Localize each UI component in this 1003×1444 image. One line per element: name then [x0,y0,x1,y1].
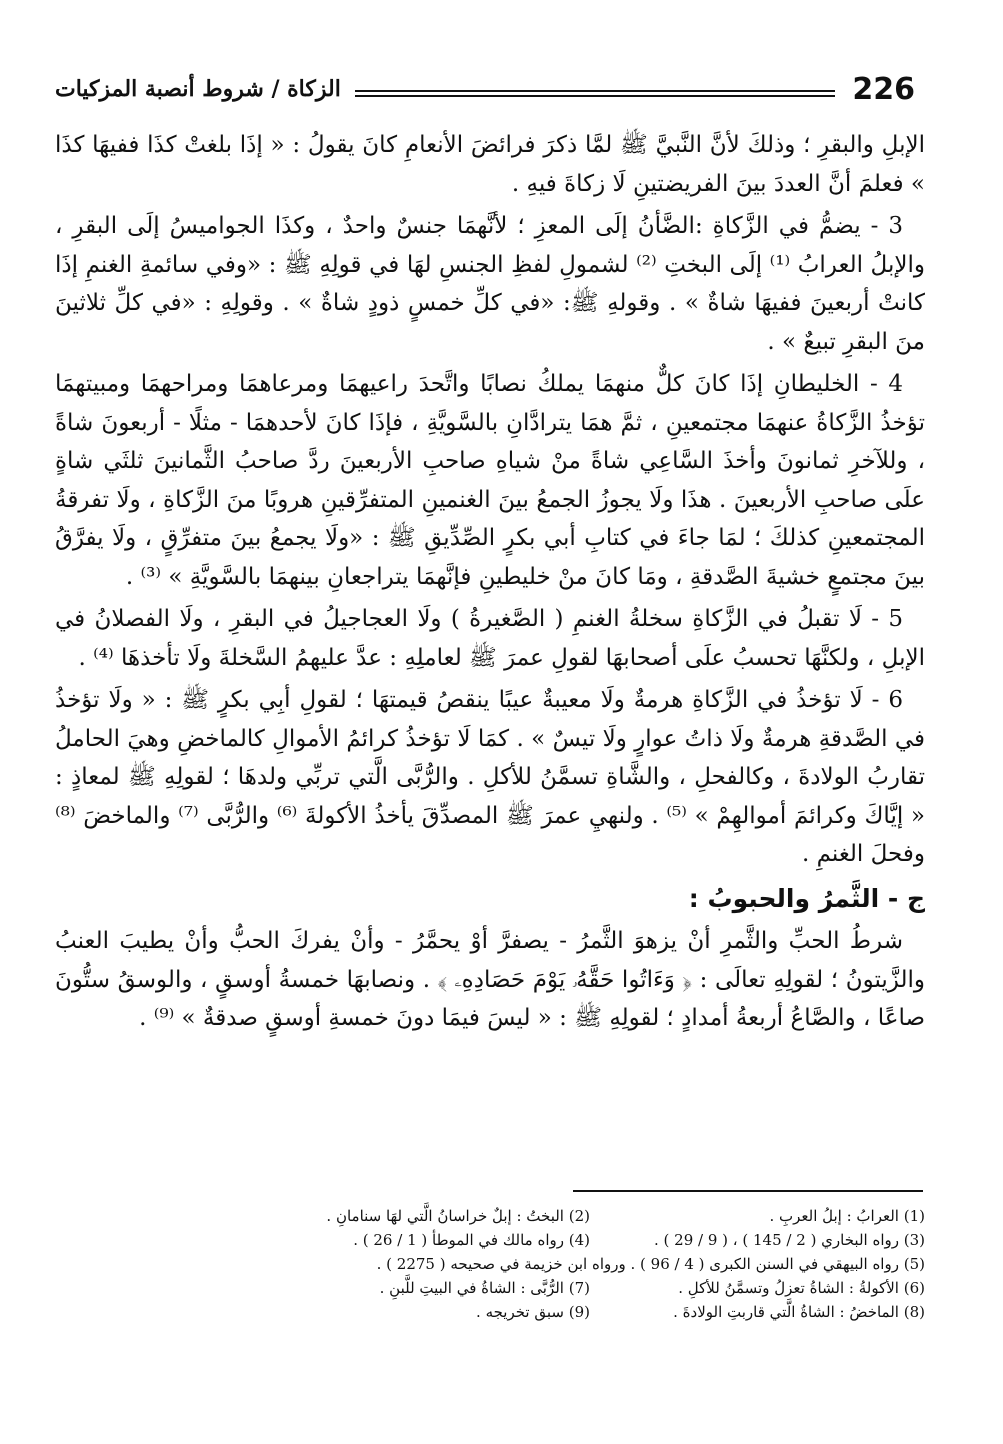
footnote-row [255,1276,925,1300]
page-number: 226 [852,72,915,107]
footnote-row [255,1204,925,1228]
footnote-8: (8) الماخضُ : الشاةُ الَّتي قاربتِ الولادةَ . [673,1303,925,1321]
footnote-7: (7) الرُّبَّى : الشاةُ في البيتِ للَّبنِ . [379,1279,590,1297]
footnote-row [255,1228,925,1252]
footnote-row [255,1300,925,1324]
paragraph-item-5: 5 - لَا تقبلُ في الزَّكاةِ سخلةُ الغنمِ ( الصَّغيرةُ ) ولَا العجاجيلُ في البقرِ ، ولَا الفصلانُ في الإبلِ ، ولكنَّهَا تحسبُ علَى أصحابهَا لقولِ عمرَ ﷺ لعاملِهِ : عدَّ عليهمُ السَّخلةَ ولَا تأخذهَا ⁽⁴⁾ . [55,606,925,671]
header-rule [355,90,835,97]
paragraph-item-6: 6 - لَا تؤخذُ في الزَّكاةِ هرمةٌ ولَا معيبةٌ عيبًا ينقصُ قيمتهَا ؛ لقولِ أبِي بكرٍ ﷺ : « ولَا تؤخذُ في الصَّدقةِ هرمةٌ ولَا ذاتُ عوارٍ ولَا تيسٌ » . كمَا لَا تؤخذُ كرائمُ الأموالِ كالماخضِ وهيَ الحاملُ تقاربُ الولادةَ ، وكالفحلِ ، والشَّاةِ تسمَّنُ للأكلِ . والرُّبَّى الَّتي تربِّي ولدهَا ؛ لقولِهِ ﷺ لمعاذٍ : « إيَّاكَ وكرائمَ أموالهِمْ » ⁽⁵⁾ . ولنهيِ عمرَ ﷺ المصدِّقَ يأخذُ الأكولةَ ⁽⁶⁾ والرُّبَّى ⁽⁷⁾ والماخضَ ⁽⁸⁾ وفحلَ الغنمِ . [55,687,925,867]
paragraph-item-3: 3 - يضمُّ في الزَّكاةِ :الضَّأنُ إلَى المعزِ ؛ لأنَّهمَا جنسٌ واحدٌ ، وكذَا الجواميسُ إلَى البقرِ ، والإبلُ العرابُ ⁽¹⁾ إلَى البختِ ⁽²⁾ لشمولِ لفظِ الجنسِ لهَا في قولِهِ ﷺ : «وفي سائمةِ الغنمِ إذَا كانتْ أربعينَ ففيهَا شاةٌ » . وقولهِ ﷺ: «في كلِّ خمسٍ ذودٍ شاةٌ » . وقولِهِ : «في كلِّ ثلاثينَ منَ البقرِ تبيعٌ » . [55,213,925,355]
footnote-2: (2) البختُ : إبلٌ خراسانُ الَّتي لهَا سنامانِ . [326,1207,590,1225]
footnote-rule [573,1190,923,1192]
paragraph-continuation: الإبلِ والبقرِ ؛ وذلكَ لأنَّ النَّبيَّ ﷺ لمَّا ذكرَ فرائضَ الأنعامِ كانَ يقولُ : « إذَا بلغتْ كذَا ففيهَا كذَا » فعلمَ أنَّ العددَ بينَ الفريضتينِ لَا زكاةَ فيهِ . [55,132,925,197]
paragraph-item-4: 4 - الخليطانِ إذَا كانَ كلٌّ منهمَا يملكُ نصابًا واتَّحدَ راعيهمَا ومرعاهمَا ومراحهمَا ومبيتهمَا تؤخذُ الزَّكاةُ عنهمَا مجتمعينِ ، ثمَّ همَا يترادَّانِ بالسَّويَّةِ ، فإذَا كانَ لأحدهمَا - مثلًا - أربعونَ شاةً ، وللآخرِ ثمانونَ وأخذَ السَّاعِي شاةً منْ شياهِ صاحبِ الأربعينَ ردَّ صاحبُ الثَّمانينَ ثلثَي شاةٍ علَى صاحبِ الأربعينَ . هذَا ولَا يجوزُ الجمعُ بينَ الغنمينِ المتفرِّقينِ هروبًا منَ الزَّكاةِ ، ولَا تفرقةُ المجتمعينِ كذلكَ ؛ لمَا جاءَ في كتابِ أبي بكرٍ الصِّدِّيقِ ﷺ : «ولَا يجمعُ بينَ متفرِّقٍ ، ولَا يفرَّقُ بينَ مجتمعٍ خشيةَ الصَّدقةِ ، ومَا كانَ منْ خليطينِ فإنَّهمَا يتراجعانِ بينهمَا بالسَّويَّةِ » ⁽³⁾ . [55,371,925,590]
footnotes [255,1204,925,1324]
footnote-4: (4) رواه مالك في الموطأ ( 1 / 26 ) . [353,1231,590,1249]
main-text [55,126,925,1042]
running-title: الزكاة / شروط أنصبة المزكيات [55,76,341,102]
section-paragraph: شرطُ الحبِّ والثَّمرِ أنْ يزهوَ الثَّمرُ - يصفرَّ أوْ يحمَّرُ - وأنْ يفركَ الحبُّ وأنْ يطيبَ العنبُ والزَّيتونُ ؛ لقولِهِ تعالَى : ﴿ وَءَاتُوا حَقَّهُۥ يَوْمَ حَصَادِهِۦ ﴾ . ونصابهَا خمسةُ أوسقٍ ، والوسقُ ستُّونَ صاعًا ، والصَّاعُ أربعةُ أمدادٍ ؛ لقولِهِ ﷺ : « ليسَ فيمَا دونَ خمسةِ أوسقٍ صدقةٌ » ⁽⁹⁾ . [55,928,925,1031]
page-header [55,70,915,114]
footnote-row [255,1252,925,1276]
footnote-9: (9) سبق تخريجه . [476,1303,590,1321]
footnote-1: (1) العرابُ : إبلُ العربِ . [769,1207,925,1225]
section-heading: ج - الثَّمرُ والحبوبُ : [688,883,925,913]
footnote-6: (6) الأكولةُ : الشاةُ تعزلُ وتسمَّنُ للأكلِ . [678,1279,925,1297]
footnote-3: (3) رواه البخاري ( 2 / 145 ) ، ( 9 / 29 ) . [654,1231,925,1249]
footnote-5: (5) رواه البيهقي في السنن الكبرى ( 4 / 96 ) . ورواه ابن خزيمة في صحيحه ( 2275 ) . [376,1255,925,1273]
